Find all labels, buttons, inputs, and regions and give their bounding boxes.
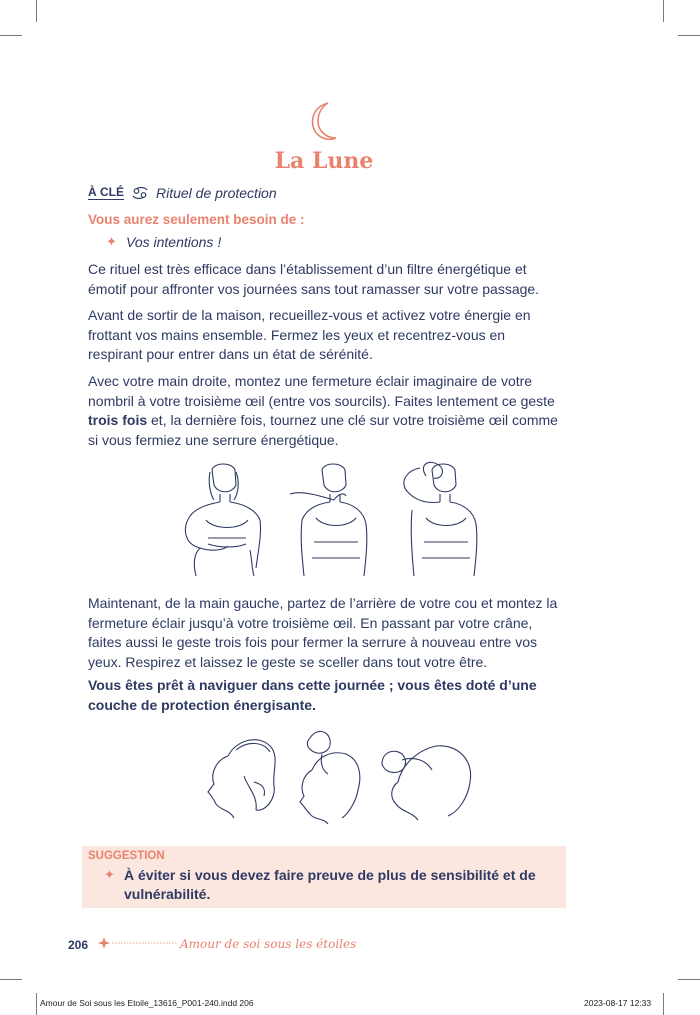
emphasis-text: trois fois [88, 412, 148, 428]
head-profile [208, 740, 275, 818]
paragraph-conclusion: Vous êtes prêt à naviguer dans cette journée ; vous êtes doté d’une couche de protection énergisante. [88, 677, 537, 713]
star-ornament-icon [94, 936, 178, 950]
paragraph-zip-up [88, 372, 562, 450]
list-item [106, 234, 221, 250]
crop-mark [0, 979, 22, 980]
running-title: Amour de soi sous les étoiles [180, 937, 357, 951]
suggestion-box [82, 846, 566, 908]
print-slug-date: 2023-08-17 12:33 [584, 998, 652, 1008]
cancer-zodiac-icon [132, 185, 148, 201]
crop-mark [36, 993, 37, 1015]
ritual-name: Rituel de protection [156, 185, 277, 201]
crop-mark [663, 0, 664, 22]
crop-mark [663, 993, 664, 1015]
print-slug-file: Amour de Soi sous les Etoile_13616_P001-240.indd 206 [40, 998, 254, 1008]
crescent-moon-icon [306, 100, 342, 144]
figure-woman [185, 464, 260, 576]
figure-woman [290, 464, 367, 576]
suggestion-label: SUGGESTION [88, 850, 165, 862]
illustration-head-gestures [196, 726, 486, 826]
crop-mark [678, 979, 700, 980]
crop-mark [678, 35, 700, 36]
crop-mark [36, 0, 37, 22]
head-profile [382, 746, 471, 820]
crop-mark [0, 35, 22, 36]
paragraph-text: et, la dernière fois, tournez une clé sur votre troisième œil comme si vous fermiez une serrure énergétique. [88, 412, 558, 448]
illustration-zip-gesture [170, 460, 490, 578]
sparkle-bullet-icon: ✦ [106, 234, 117, 249]
page-number: 206 [68, 938, 89, 952]
page-title: La Lune [274, 148, 374, 174]
paragraph-text: Avec votre main droite, montez une fermeture éclair imaginaire de votre nombril à votre troisième œil (entre vos sourcils). Faites lentement ce geste [88, 373, 555, 409]
paragraph-intro: Ce rituel est très efficace dans l’établissement d’un filtre énergétique et émotif pour affronter vos journées sans tout ramasser sur votre passage. [88, 261, 540, 297]
figure-woman [404, 462, 477, 576]
needs-heading: Vous aurez seulement besoin de : [88, 212, 305, 227]
sparkle-bullet-icon: ✦ [104, 867, 115, 882]
paragraph-back-of-neck: Maintenant, de la main gauche, partez de l’arrière de votre cou et montez la fermeture éclair jusqu’à votre troisième œil. En passant par votre crâne, faites aussi le geste trois fois pour fermer la serrure à nouveau entre vos yeux. Respirez et laissez le geste se sceller dans tout votre être. [88, 595, 558, 670]
key-label: À CLÉ [88, 185, 124, 199]
suggestion-text: À éviter si vous devez faire preuve de plus de sensibilité et de vulnérabilité. [124, 867, 536, 902]
ritual-key-line [88, 182, 277, 204]
needs-item: Vos intentions ! [126, 234, 222, 250]
head-profile [300, 731, 360, 824]
paragraph-preparation: Avant de sortir de la maison, recueillez-vous et activez votre énergie en frottant vos mains ensemble. Fermez les yeux et recentrez-vous en respirant pour entrer dans un état de sérénité. [88, 307, 531, 362]
